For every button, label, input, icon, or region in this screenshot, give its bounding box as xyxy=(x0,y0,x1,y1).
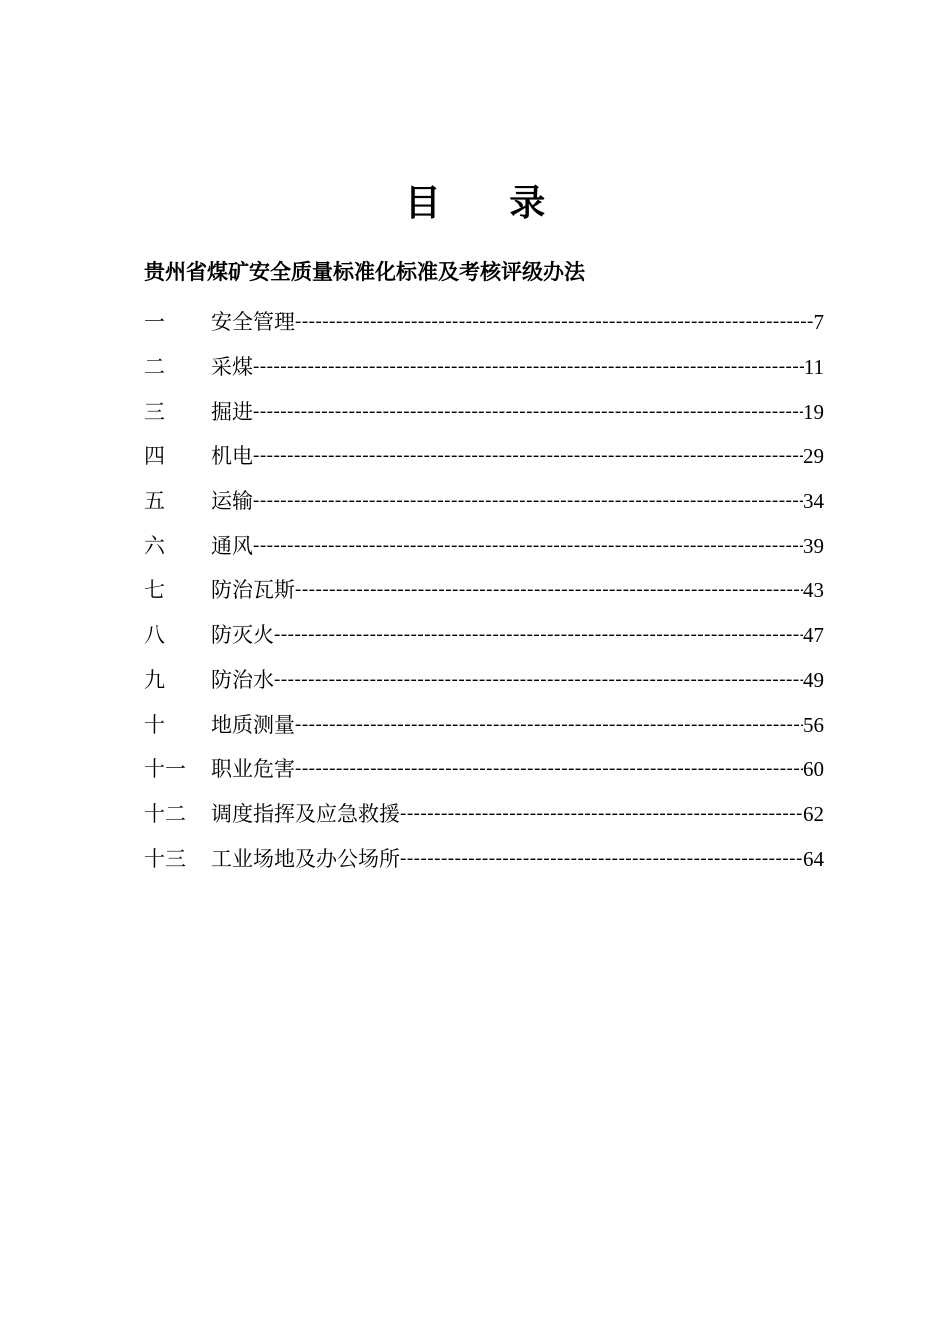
toc-entry-1[interactable] xyxy=(144,300,824,345)
toc-entry-10[interactable] xyxy=(144,702,824,747)
toc-dot-leader xyxy=(295,574,803,606)
toc-entry-label: 通风 xyxy=(211,533,253,558)
toc-entry-number: 九 xyxy=(144,667,165,692)
toc-dot-leader xyxy=(253,530,803,562)
toc-entry-page: 47 xyxy=(803,623,824,648)
toc-entry-number: 十二 xyxy=(144,801,186,826)
toc-entry-number: 八 xyxy=(144,623,165,648)
toc-entry-number: 十三 xyxy=(144,846,186,871)
toc-entry-9[interactable] xyxy=(144,658,824,703)
toc-dot-leader xyxy=(274,664,803,696)
toc-entry-number: 七 xyxy=(144,578,165,603)
toc-dot-leader xyxy=(295,306,814,338)
toc-entry-4[interactable] xyxy=(144,434,824,479)
toc-entry-label: 机电 xyxy=(211,444,253,469)
toc-dot-leader xyxy=(400,798,803,830)
toc-entry-number: 十 xyxy=(144,712,165,737)
toc-entry-page: 43 xyxy=(803,578,824,603)
toc-entry-number: 五 xyxy=(144,489,165,514)
toc-entry-page: 29 xyxy=(803,444,824,469)
toc-dot-leader xyxy=(253,351,804,383)
toc-dot-leader xyxy=(253,485,803,517)
toc-entry-5[interactable] xyxy=(144,479,824,524)
toc-dot-leader xyxy=(253,440,803,472)
toc-entry-page: 49 xyxy=(803,667,824,692)
toc-list xyxy=(144,300,824,881)
toc-dot-leader xyxy=(274,619,803,651)
toc-entry-page: 62 xyxy=(803,801,824,826)
toc-entry-3[interactable] xyxy=(144,389,824,434)
toc-entry-page: 60 xyxy=(803,757,824,782)
toc-entry-number: 三 xyxy=(144,399,165,424)
toc-subtitle: 贵州省煤矿安全质量标准化标准及考核评级办法 xyxy=(144,259,585,284)
toc-entry-page: 11 xyxy=(803,355,824,380)
toc-entry-7[interactable] xyxy=(144,568,824,613)
toc-entry-page: 7 xyxy=(813,310,824,335)
toc-dot-leader xyxy=(400,843,803,875)
toc-title: 目 录 xyxy=(404,182,574,224)
toc-entry-label: 职业危害 xyxy=(211,757,295,782)
toc-entry-label: 调度指挥及应急救援 xyxy=(211,801,400,826)
toc-entry-page: 39 xyxy=(803,533,824,558)
toc-entry-page: 64 xyxy=(803,846,824,871)
toc-entry-number: 一 xyxy=(144,310,165,335)
toc-entry-page: 34 xyxy=(803,489,824,514)
toc-entry-label: 运输 xyxy=(211,489,253,514)
toc-entry-label: 掘进 xyxy=(211,399,253,424)
toc-entry-8[interactable] xyxy=(144,613,824,658)
toc-entry-label: 防治水 xyxy=(211,667,274,692)
toc-entry-page: 56 xyxy=(803,712,824,737)
toc-dot-leader xyxy=(295,753,803,785)
toc-entry-6[interactable] xyxy=(144,523,824,568)
toc-entry-13[interactable] xyxy=(144,836,824,881)
toc-entry-label: 地质测量 xyxy=(211,712,295,737)
toc-entry-number: 二 xyxy=(144,355,165,380)
toc-entry-label: 工业场地及办公场所 xyxy=(211,846,400,871)
toc-entry-number: 十一 xyxy=(144,757,186,782)
toc-entry-page: 19 xyxy=(803,399,824,424)
toc-entry-number: 六 xyxy=(144,533,165,558)
toc-entry-2[interactable] xyxy=(144,345,824,390)
toc-entry-label: 安全管理 xyxy=(211,310,295,335)
toc-entry-12[interactable] xyxy=(144,792,824,837)
toc-entry-11[interactable] xyxy=(144,747,824,792)
toc-entry-label: 防灭火 xyxy=(211,623,274,648)
toc-dot-leader xyxy=(295,709,803,741)
toc-entry-label: 防治瓦斯 xyxy=(211,578,295,603)
toc-entry-number: 四 xyxy=(144,444,165,469)
toc-entry-label: 采煤 xyxy=(211,355,253,380)
toc-dot-leader xyxy=(253,396,803,428)
